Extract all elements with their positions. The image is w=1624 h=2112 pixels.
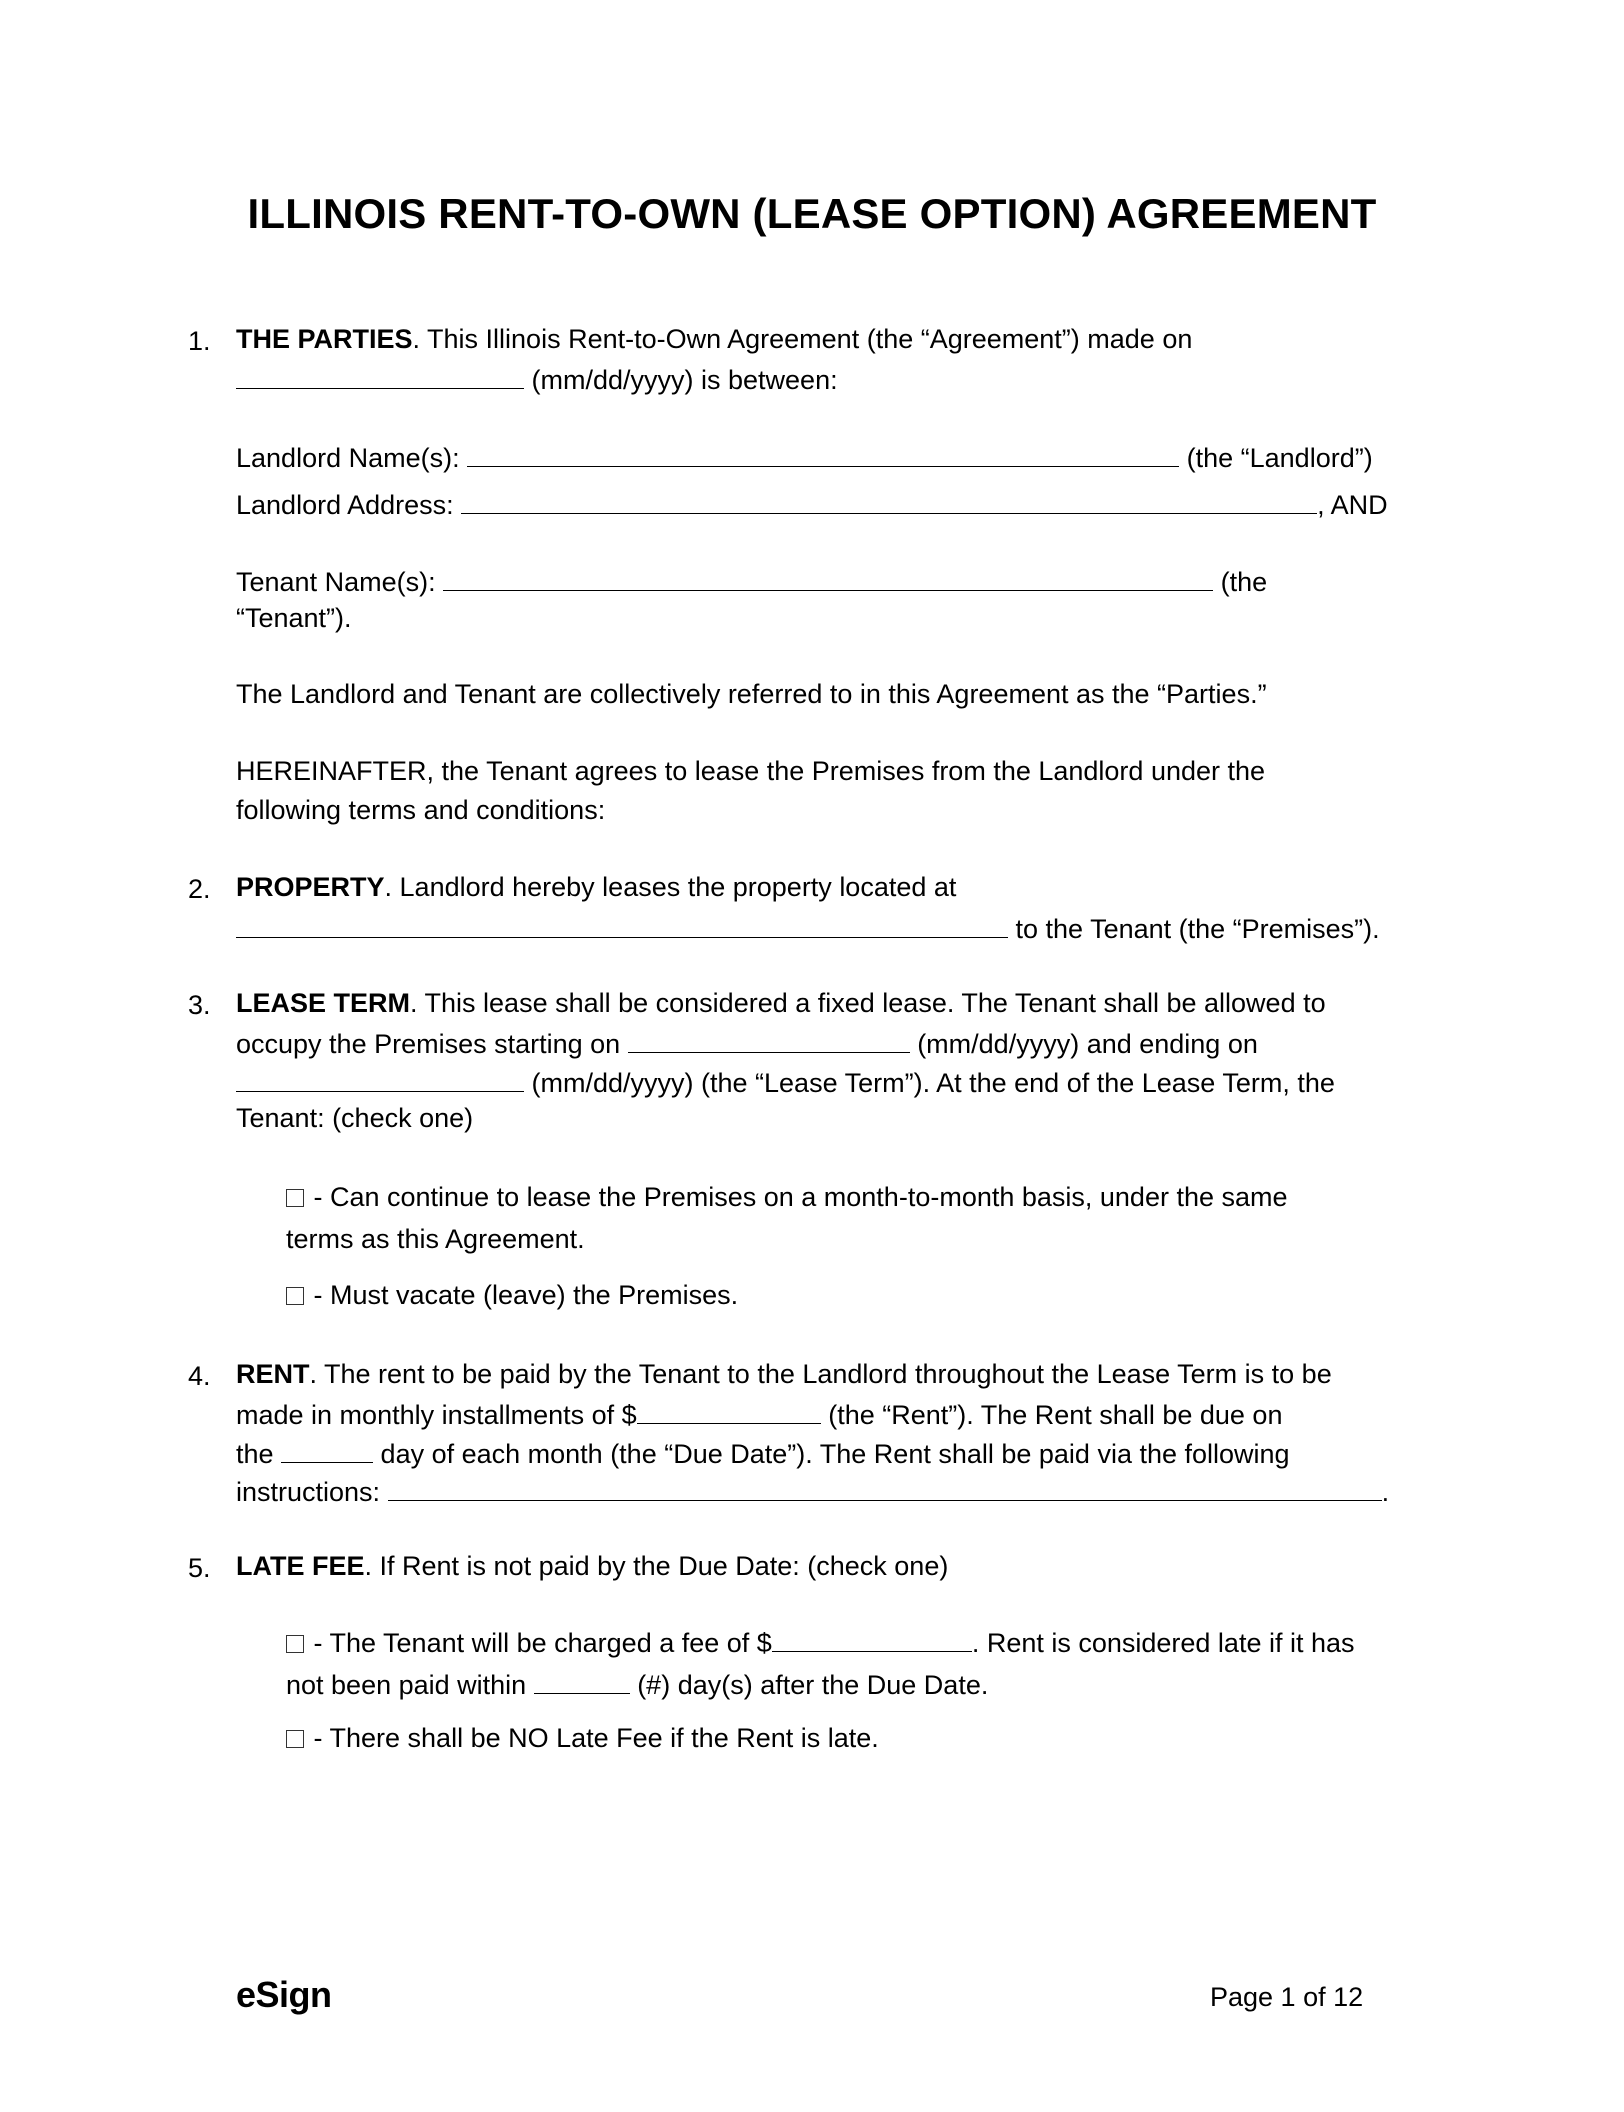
due-day-blank[interactable] (281, 1438, 373, 1463)
section-3-line-4: Tenant: (check one) (236, 1103, 474, 1133)
late-fee-amount-blank[interactable] (772, 1627, 972, 1652)
esign-logo: eSign (236, 1974, 332, 2015)
section-1-heading: THE PARTIES (236, 324, 413, 354)
due-day-label: the (236, 1439, 282, 1469)
section-3-heading: LEASE TERM (236, 988, 411, 1018)
section-2-line-1 (236, 874, 956, 901)
section-2-heading: PROPERTY (236, 872, 385, 902)
landlord-name-label: Landlord Name(s): (236, 443, 468, 473)
grace-days-label: not been paid within (286, 1670, 534, 1700)
property-address-blank[interactable] (236, 913, 1008, 938)
grace-days-blank[interactable] (534, 1669, 630, 1694)
option-text: - Can continue to lease the Premises on a month-to-month basis, under the same (306, 1182, 1288, 1212)
section-4-line-4 (236, 1476, 1389, 1506)
section-5-text: . If Rent is not paid by the Due Date: (check one) (364, 1551, 949, 1581)
section-4-line-3 (236, 1438, 1290, 1468)
section-3-line-1 (236, 990, 1326, 1017)
page-number: Page 1 of 12 (1210, 1982, 1364, 2012)
section-3-number: 3. (188, 990, 211, 1020)
tenant-name-blank[interactable] (443, 566, 1213, 591)
section-4-line-2 (236, 1399, 1282, 1429)
parties-text: The Landlord and Tenant are collectively referred to in this Agreement as the “Parties.” (236, 679, 1267, 709)
payment-instructions-label: instructions: (236, 1477, 388, 1507)
section-1-line-1 (236, 326, 1192, 353)
late-fee-amount-label: - The Tenant will be charged a fee of $ (306, 1628, 772, 1658)
tenant-name-continuation: “Tenant”). (236, 603, 352, 633)
late-fee-option-charged-cont (286, 1669, 988, 1699)
tenant-name-row (236, 566, 1267, 596)
section-4-line-1 (236, 1361, 1332, 1388)
section-2-line-2 (236, 913, 1380, 943)
lease-start-label: occupy the Premises starting on (236, 1029, 628, 1059)
hereinafter-line-2: following terms and conditions: (236, 795, 606, 825)
grace-days-text: (#) day(s) after the Due Date. (629, 1670, 989, 1700)
landlord-address-row (236, 489, 1388, 519)
checkbox-icon[interactable] (286, 1189, 304, 1207)
section-1-line-2 (236, 364, 838, 394)
rent-amount-label: made in monthly installments of $ (236, 1400, 637, 1430)
section-2-number: 2. (188, 874, 211, 904)
option-text: - Must vacate (leave) the Premises. (306, 1280, 739, 1310)
section-3-line-2 (236, 1028, 1258, 1058)
checkbox-icon[interactable] (286, 1635, 304, 1653)
document-title: ILLINOIS RENT-TO-OWN (LEASE OPTION) AGREEMENT (247, 190, 1377, 237)
rent-amount-blank[interactable] (637, 1399, 821, 1424)
section-4-heading: RENT (236, 1359, 310, 1389)
section-5-number: 5. (188, 1553, 211, 1583)
tenant-name-suffix: (the (1213, 567, 1268, 597)
premises-text: to the Tenant (the “Premises”). (1008, 914, 1380, 944)
landlord-address-label: Landlord Address: (236, 490, 462, 520)
lease-option-month-to-month[interactable] (286, 1184, 1288, 1211)
late-fee-option-none[interactable] (286, 1725, 879, 1752)
rent-due-text: (the “Rent”). The Rent shall be due on (820, 1400, 1283, 1430)
checkbox-icon[interactable] (286, 1730, 304, 1748)
section-5-line-1 (236, 1553, 948, 1580)
section-2-text: . Landlord hereby leases the property located at (384, 872, 957, 902)
section-1-text: . This Illinois Rent-to-Own Agreement (the “Agreement”) made on (412, 324, 1193, 354)
period: . (1381, 1477, 1390, 1507)
section-3-line-3 (236, 1067, 1335, 1097)
agreement-date-blank[interactable] (236, 364, 524, 389)
landlord-name-suffix: (the “Landlord”) (1179, 443, 1373, 473)
landlord-name-blank[interactable] (467, 442, 1179, 467)
section-5-heading: LATE FEE (236, 1551, 365, 1581)
option-text: - There shall be NO Late Fee if the Rent is late. (306, 1723, 879, 1753)
checkbox-icon[interactable] (286, 1287, 304, 1305)
lease-start-blank[interactable] (628, 1028, 910, 1053)
lease-end-label: (mm/dd/yyyy) and ending on (909, 1029, 1258, 1059)
section-4-number: 4. (188, 1361, 211, 1391)
payment-instructions-blank[interactable] (388, 1476, 1382, 1501)
late-fee-option-charged[interactable] (286, 1627, 1355, 1657)
lease-option-month-to-month-cont: terms as this Agreement. (286, 1224, 585, 1254)
date-format-text: (mm/dd/yyyy) is between: (524, 365, 838, 395)
section-3-text: . This lease shall be considered a fixed lease. The Tenant shall be allowed to (410, 988, 1326, 1018)
section-1-number: 1. (188, 326, 211, 356)
landlord-address-suffix: , AND (1317, 490, 1388, 520)
landlord-address-blank[interactable] (461, 489, 1317, 514)
lease-end-blank[interactable] (236, 1067, 524, 1092)
hereinafter-line-1: HEREINAFTER, the Tenant agrees to lease the Premises from the Landlord under the (236, 756, 1266, 786)
section-4-text: . The rent to be paid by the Tenant to the Landlord throughout the Lease Term is to be (309, 1359, 1332, 1389)
lease-option-vacate[interactable] (286, 1282, 738, 1309)
landlord-name-row (236, 442, 1373, 472)
late-fee-text: . Rent is considered late if it has (971, 1628, 1355, 1658)
tenant-name-label: Tenant Name(s): (236, 567, 444, 597)
due-date-text: day of each month (the “Due Date”). The Rent shall be paid via the following (373, 1439, 1290, 1469)
lease-term-text: (mm/dd/yyyy) (the “Lease Term”). At the end of the Lease Term, the (524, 1068, 1335, 1098)
